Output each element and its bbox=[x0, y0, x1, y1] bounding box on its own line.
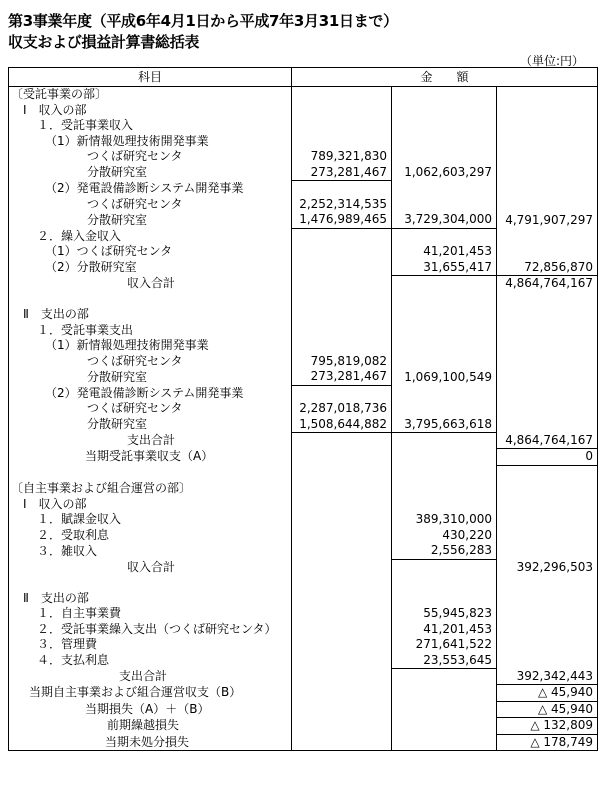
amount-col2 bbox=[392, 276, 497, 292]
table-row bbox=[9, 244, 598, 260]
amount-col3 bbox=[497, 228, 598, 244]
amount-col1 bbox=[292, 559, 392, 575]
amount-col1: 795,819,082 bbox=[292, 354, 392, 370]
row-label: ４．支払利息 bbox=[9, 653, 292, 669]
amount-col2 bbox=[392, 669, 497, 685]
amount-col2: 41,201,453 bbox=[392, 244, 497, 260]
row-label: 当期損失（A）＋（B） bbox=[9, 701, 292, 718]
amount-col2 bbox=[392, 149, 497, 165]
table-row bbox=[9, 465, 598, 481]
amount-col1 bbox=[292, 323, 392, 339]
unit-label: （単位:円） bbox=[519, 54, 584, 68]
amount-col3: △ 178,749 bbox=[497, 734, 598, 751]
amount-col3: 4,791,907,297 bbox=[497, 212, 598, 228]
amount-col3 bbox=[497, 653, 598, 669]
row-label: 前期繰越損失 bbox=[9, 718, 292, 735]
amount-col1 bbox=[292, 338, 392, 354]
row-label bbox=[9, 575, 292, 591]
table-row bbox=[9, 338, 598, 354]
table-row bbox=[9, 417, 598, 433]
table-row bbox=[9, 606, 598, 622]
amount-col3 bbox=[497, 385, 598, 401]
amount-col2 bbox=[392, 575, 497, 591]
amount-col2: 271,641,522 bbox=[392, 637, 497, 653]
amount-col2: 55,945,823 bbox=[392, 606, 497, 622]
document-title: 第3事業年度（平成6年4月1日から平成7年3月31日まで） bbox=[8, 12, 398, 30]
amount-col2 bbox=[392, 181, 497, 197]
amount-col1: 789,321,830 bbox=[292, 149, 392, 165]
amount-col1 bbox=[292, 497, 392, 513]
row-label: （1）新情報処理技術開発事業 bbox=[9, 134, 292, 150]
row-label bbox=[9, 465, 292, 481]
amount-col2 bbox=[392, 559, 497, 575]
amount-col1 bbox=[292, 512, 392, 528]
amount-col1 bbox=[292, 228, 392, 244]
row-label: 支出合計 bbox=[9, 433, 292, 449]
amount-col3 bbox=[497, 103, 598, 119]
table-row bbox=[9, 622, 598, 638]
row-label bbox=[9, 292, 292, 308]
amount-col3: △ 45,940 bbox=[497, 685, 598, 702]
amount-col2 bbox=[392, 718, 497, 735]
amount-col1 bbox=[292, 134, 392, 150]
amount-col2 bbox=[392, 307, 497, 323]
amount-col3 bbox=[497, 481, 598, 497]
amount-col3 bbox=[497, 369, 598, 385]
amount-col1: 2,287,018,736 bbox=[292, 401, 392, 417]
row-label: １．賦課金収入 bbox=[9, 512, 292, 528]
row-label: つくば研究センタ bbox=[9, 197, 292, 213]
row-label: 当期未処分損失 bbox=[9, 734, 292, 751]
row-label: Ⅰ 収入の部 bbox=[9, 103, 292, 119]
amount-col3 bbox=[497, 181, 598, 197]
amount-col3 bbox=[497, 528, 598, 544]
row-label: ２．受託事業繰入支出（つくば研究センタ） bbox=[9, 622, 292, 638]
table-row bbox=[9, 307, 598, 323]
table-row bbox=[9, 669, 598, 685]
amount-col2 bbox=[392, 338, 497, 354]
row-label: ２．繰入金収入 bbox=[9, 228, 292, 244]
row-label: ３．雑収入 bbox=[9, 543, 292, 559]
row-label: つくば研究センタ bbox=[9, 354, 292, 370]
amount-col1 bbox=[292, 103, 392, 119]
amount-col1 bbox=[292, 449, 392, 466]
amount-col3 bbox=[497, 118, 598, 134]
amount-col1: 273,281,467 bbox=[292, 369, 392, 385]
amount-col1 bbox=[292, 385, 392, 401]
table-row bbox=[9, 87, 598, 103]
amount-col2: 41,201,453 bbox=[392, 622, 497, 638]
header-amount: 金 額 bbox=[292, 68, 598, 87]
table-row bbox=[9, 323, 598, 339]
amount-col1 bbox=[292, 118, 392, 134]
amount-col3 bbox=[497, 465, 598, 481]
amount-col1 bbox=[292, 718, 392, 735]
amount-col1: 2,252,314,535 bbox=[292, 197, 392, 213]
header-row bbox=[9, 68, 598, 87]
row-label: 分散研究室 bbox=[9, 417, 292, 433]
amount-col3 bbox=[497, 307, 598, 323]
table-row bbox=[9, 734, 598, 751]
table-row bbox=[9, 637, 598, 653]
table-row bbox=[9, 118, 598, 134]
amount-col2: 23,553,645 bbox=[392, 653, 497, 669]
amount-col1: 1,508,644,882 bbox=[292, 417, 392, 433]
row-label: 〔自主事業および組合運営の部〕 bbox=[9, 481, 292, 497]
table-row bbox=[9, 481, 598, 497]
table-row bbox=[9, 228, 598, 244]
amount-col3 bbox=[497, 606, 598, 622]
amount-col2 bbox=[392, 134, 497, 150]
row-label: 〔受託事業の部〕 bbox=[9, 87, 292, 103]
table-row bbox=[9, 212, 598, 228]
amount-col1 bbox=[292, 701, 392, 718]
table-row bbox=[9, 718, 598, 735]
table-row bbox=[9, 449, 598, 466]
row-label: 収入合計 bbox=[9, 276, 292, 292]
amount-col2 bbox=[392, 228, 497, 244]
income-statement-table bbox=[8, 67, 598, 751]
amount-col3 bbox=[497, 591, 598, 607]
amount-col2 bbox=[392, 118, 497, 134]
amount-col1 bbox=[292, 653, 392, 669]
amount-col3 bbox=[497, 622, 598, 638]
amount-col2 bbox=[392, 354, 497, 370]
amount-col1 bbox=[292, 543, 392, 559]
amount-col3: 392,342,443 bbox=[497, 669, 598, 685]
row-label: 分散研究室 bbox=[9, 369, 292, 385]
amount-col2: 2,556,283 bbox=[392, 543, 497, 559]
table-row bbox=[9, 354, 598, 370]
amount-col2: 1,069,100,549 bbox=[392, 369, 497, 385]
amount-col1 bbox=[292, 575, 392, 591]
amount-col2 bbox=[392, 449, 497, 466]
row-label: ２．受取利息 bbox=[9, 528, 292, 544]
amount-col3 bbox=[497, 512, 598, 528]
amount-col2 bbox=[392, 701, 497, 718]
table-row bbox=[9, 497, 598, 513]
amount-col1 bbox=[292, 181, 392, 197]
amount-col2: 1,062,603,297 bbox=[392, 165, 497, 181]
amount-col2 bbox=[392, 197, 497, 213]
amount-col3: 4,864,764,167 bbox=[497, 276, 598, 292]
amount-col2: 31,655,417 bbox=[392, 260, 497, 276]
amount-col1 bbox=[292, 276, 392, 292]
amount-col3: △ 132,809 bbox=[497, 718, 598, 735]
row-label: 収入合計 bbox=[9, 559, 292, 575]
amount-col2 bbox=[392, 385, 497, 401]
row-label: 分散研究室 bbox=[9, 212, 292, 228]
amount-col3 bbox=[497, 354, 598, 370]
table-row bbox=[9, 197, 598, 213]
table-row bbox=[9, 401, 598, 417]
amount-col1 bbox=[292, 685, 392, 702]
amount-col1 bbox=[292, 465, 392, 481]
row-label: １．自主事業費 bbox=[9, 606, 292, 622]
amount-col3 bbox=[497, 338, 598, 354]
table-row bbox=[9, 276, 598, 292]
amount-col1 bbox=[292, 669, 392, 685]
table-row bbox=[9, 685, 598, 702]
amount-col3: 0 bbox=[497, 449, 598, 466]
table-row bbox=[9, 134, 598, 150]
document-subtitle: 収支および損益計算書総括表 bbox=[8, 33, 200, 51]
amount-col1 bbox=[292, 292, 392, 308]
amount-col3 bbox=[497, 637, 598, 653]
row-label: つくば研究センタ bbox=[9, 149, 292, 165]
amount-col3: 72,856,870 bbox=[497, 260, 598, 276]
amount-col2 bbox=[392, 465, 497, 481]
amount-col2 bbox=[392, 292, 497, 308]
amount-col1 bbox=[292, 433, 392, 449]
amount-col3 bbox=[497, 417, 598, 433]
table-row bbox=[9, 385, 598, 401]
row-label: （2）発電設備診断システム開発事業 bbox=[9, 181, 292, 197]
table-row bbox=[9, 103, 598, 119]
amount-col1 bbox=[292, 87, 392, 103]
amount-col2 bbox=[392, 685, 497, 702]
amount-col2 bbox=[392, 497, 497, 513]
table-row bbox=[9, 653, 598, 669]
row-label: Ⅱ 支出の部 bbox=[9, 307, 292, 323]
amount-col3 bbox=[497, 134, 598, 150]
amount-col1 bbox=[292, 591, 392, 607]
table-row bbox=[9, 369, 598, 385]
amount-col2: 3,795,663,618 bbox=[392, 417, 497, 433]
amount-col2 bbox=[392, 103, 497, 119]
amount-col2 bbox=[392, 591, 497, 607]
table-row bbox=[9, 181, 598, 197]
table-row bbox=[9, 512, 598, 528]
amount-col3 bbox=[497, 497, 598, 513]
row-label: 分散研究室 bbox=[9, 165, 292, 181]
table-row bbox=[9, 575, 598, 591]
table-row bbox=[9, 701, 598, 718]
amount-col3 bbox=[497, 401, 598, 417]
row-label: （2）発電設備診断システム開発事業 bbox=[9, 385, 292, 401]
table-row bbox=[9, 149, 598, 165]
row-label: Ⅰ 収入の部 bbox=[9, 497, 292, 513]
row-label: （2）分散研究室 bbox=[9, 260, 292, 276]
amount-col2 bbox=[392, 87, 497, 103]
row-label: １．受託事業収入 bbox=[9, 118, 292, 134]
amount-col1 bbox=[292, 307, 392, 323]
amount-col2: 389,310,000 bbox=[392, 512, 497, 528]
amount-col1 bbox=[292, 606, 392, 622]
amount-col3: 4,864,764,167 bbox=[497, 433, 598, 449]
amount-col3: △ 45,940 bbox=[497, 701, 598, 718]
amount-col3 bbox=[497, 543, 598, 559]
amount-col1 bbox=[292, 244, 392, 260]
amount-col2: 430,220 bbox=[392, 528, 497, 544]
table-row bbox=[9, 528, 598, 544]
header-subject: 科目 bbox=[9, 68, 292, 87]
amount-col3 bbox=[497, 323, 598, 339]
row-label: ３．管理費 bbox=[9, 637, 292, 653]
row-label: Ⅱ 支出の部 bbox=[9, 591, 292, 607]
amount-col3: 392,296,503 bbox=[497, 559, 598, 575]
amount-col1 bbox=[292, 481, 392, 497]
amount-col3 bbox=[497, 292, 598, 308]
table-row bbox=[9, 591, 598, 607]
amount-col1 bbox=[292, 734, 392, 751]
table-row bbox=[9, 260, 598, 276]
amount-col2 bbox=[392, 734, 497, 751]
row-label: つくば研究センタ bbox=[9, 401, 292, 417]
row-label: １．受託事業支出 bbox=[9, 323, 292, 339]
amount-col3 bbox=[497, 197, 598, 213]
table-row bbox=[9, 433, 598, 449]
row-label: （1）つくば研究センタ bbox=[9, 244, 292, 260]
amount-col1: 1,476,989,465 bbox=[292, 212, 392, 228]
amount-col3 bbox=[497, 165, 598, 181]
amount-col3 bbox=[497, 575, 598, 591]
table-row bbox=[9, 165, 598, 181]
row-label: 当期受託事業収支（A） bbox=[9, 449, 292, 466]
amount-col3 bbox=[497, 244, 598, 260]
amount-col1 bbox=[292, 622, 392, 638]
amount-col2: 3,729,304,000 bbox=[392, 212, 497, 228]
amount-col3 bbox=[497, 149, 598, 165]
amount-col1 bbox=[292, 637, 392, 653]
amount-col1 bbox=[292, 528, 392, 544]
amount-col3 bbox=[497, 87, 598, 103]
amount-col1: 273,281,467 bbox=[292, 165, 392, 181]
row-label: （1）新情報処理技術開発事業 bbox=[9, 338, 292, 354]
table-row bbox=[9, 292, 598, 308]
row-label: 支出合計 bbox=[9, 669, 292, 685]
amount-col2 bbox=[392, 401, 497, 417]
amount-col1 bbox=[292, 260, 392, 276]
amount-col2 bbox=[392, 481, 497, 497]
table-row bbox=[9, 559, 598, 575]
amount-col2 bbox=[392, 323, 497, 339]
table-row bbox=[9, 543, 598, 559]
row-label: 当期自主事業および組合運営収支（B） bbox=[9, 685, 292, 702]
amount-col2 bbox=[392, 433, 497, 449]
